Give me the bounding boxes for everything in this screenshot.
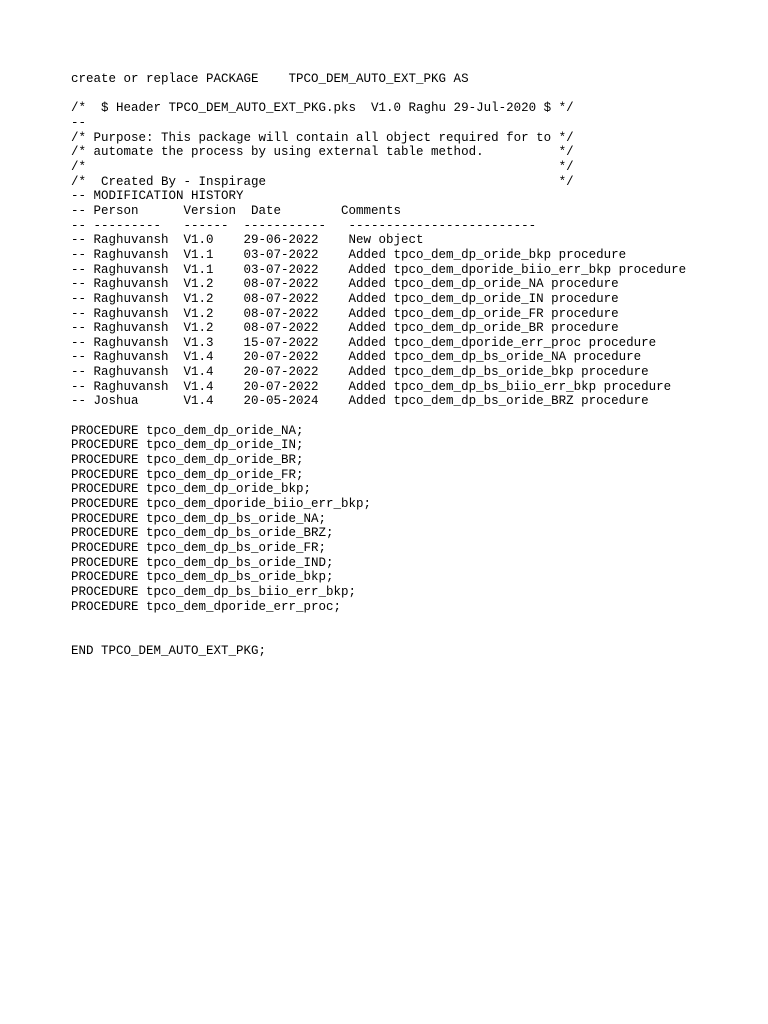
code-line: /* $ Header TPCO_DEM_AUTO_EXT_PKG.pks V1.0 Raghu 29-Jul-2020 $ */ xyxy=(71,101,574,116)
code-line: PROCEDURE tpco_dem_dp_bs_oride_NA; xyxy=(71,511,327,526)
code-line: PROCEDURE tpco_dem_dp_oride_BR; xyxy=(71,453,304,468)
code-line: -- Raghuvansh V1.1 03-07-2022 Added tpco_dem_dp_oride_bkp procedure xyxy=(71,247,627,262)
code-block xyxy=(71,72,768,658)
code-line: PROCEDURE tpco_dem_dp_bs_biio_err_bkp; xyxy=(71,584,357,599)
code-line: -- Raghuvansh V1.2 08-07-2022 Added tpco_dem_dp_oride_IN procedure xyxy=(71,291,619,306)
code-line: /* Purpose: This package will contain all object required for to */ xyxy=(71,130,574,145)
code-line: -- xyxy=(71,115,87,130)
code-line: -- Raghuvansh V1.4 20-07-2022 Added tpco_dem_dp_bs_oride_NA procedure xyxy=(71,350,642,365)
code-line: -- Raghuvansh V1.2 08-07-2022 Added tpco_dem_dp_oride_BR procedure xyxy=(71,321,619,336)
code-line: -- Joshua V1.4 20-05-2024 Added tpco_dem_dp_bs_oride_BRZ procedure xyxy=(71,394,649,409)
code-line: -- Raghuvansh V1.4 20-07-2022 Added tpco_dem_dp_bs_oride_bkp procedure xyxy=(71,365,649,380)
code-line: -- --------- ------ ----------- ------------------------- xyxy=(71,218,537,233)
code-line: PROCEDURE tpco_dem_dporide_err_proc; xyxy=(71,599,342,614)
code-line: -- Raghuvansh V1.4 20-07-2022 Added tpco_dem_dp_bs_biio_err_bkp procedure xyxy=(71,379,672,394)
code-line: PROCEDURE tpco_dem_dp_bs_oride_FR; xyxy=(71,541,327,555)
code-line: -- Raghuvansh V1.2 08-07-2022 Added tpco_dem_dp_oride_NA procedure xyxy=(71,277,619,292)
code-line: /* */ xyxy=(71,159,574,174)
code-line: PROCEDURE tpco_dem_dp_oride_IN; xyxy=(71,438,304,453)
code-line: /* automate the process by using external table method. */ xyxy=(71,145,574,160)
code-line: PROCEDURE tpco_dem_dp_bs_oride_IND; xyxy=(71,555,334,570)
code-line: -- Person Version Date Comments xyxy=(71,203,402,218)
code-line: PROCEDURE tpco_dem_dp_bs_oride_BRZ; xyxy=(71,526,334,541)
code-line: PROCEDURE tpco_dem_dp_oride_FR; xyxy=(71,467,304,482)
code-line: -- Raghuvansh V1.1 03-07-2022 Added tpco_dem_dporide_biio_err_bkp procedure xyxy=(71,262,687,277)
code-line: PROCEDURE tpco_dem_dp_bs_oride_bkp; xyxy=(71,570,334,585)
code-line: PROCEDURE tpco_dem_dp_oride_NA; xyxy=(71,423,304,438)
code-line: create or replace PACKAGE TPCO_DEM_AUTO_EXT_PKG AS xyxy=(71,72,469,86)
document-page xyxy=(71,72,768,1024)
code-line: /* Created By - Inspirage */ xyxy=(71,174,574,189)
code-line: -- Raghuvansh V1.2 08-07-2022 Added tpco_dem_dp_oride_FR procedure xyxy=(71,306,619,321)
code-line: PROCEDURE tpco_dem_dporide_biio_err_bkp; xyxy=(71,497,372,512)
code-line: -- Raghuvansh V1.3 15-07-2022 Added tpco_dem_dporide_err_proc procedure xyxy=(71,335,657,350)
code-line: -- Raghuvansh V1.0 29-06-2022 New object xyxy=(71,233,424,248)
code-line: END TPCO_DEM_AUTO_EXT_PKG; xyxy=(71,643,267,658)
code-line: PROCEDURE tpco_dem_dp_oride_bkp; xyxy=(71,482,312,497)
code-line: -- MODIFICATION HISTORY xyxy=(71,189,244,204)
